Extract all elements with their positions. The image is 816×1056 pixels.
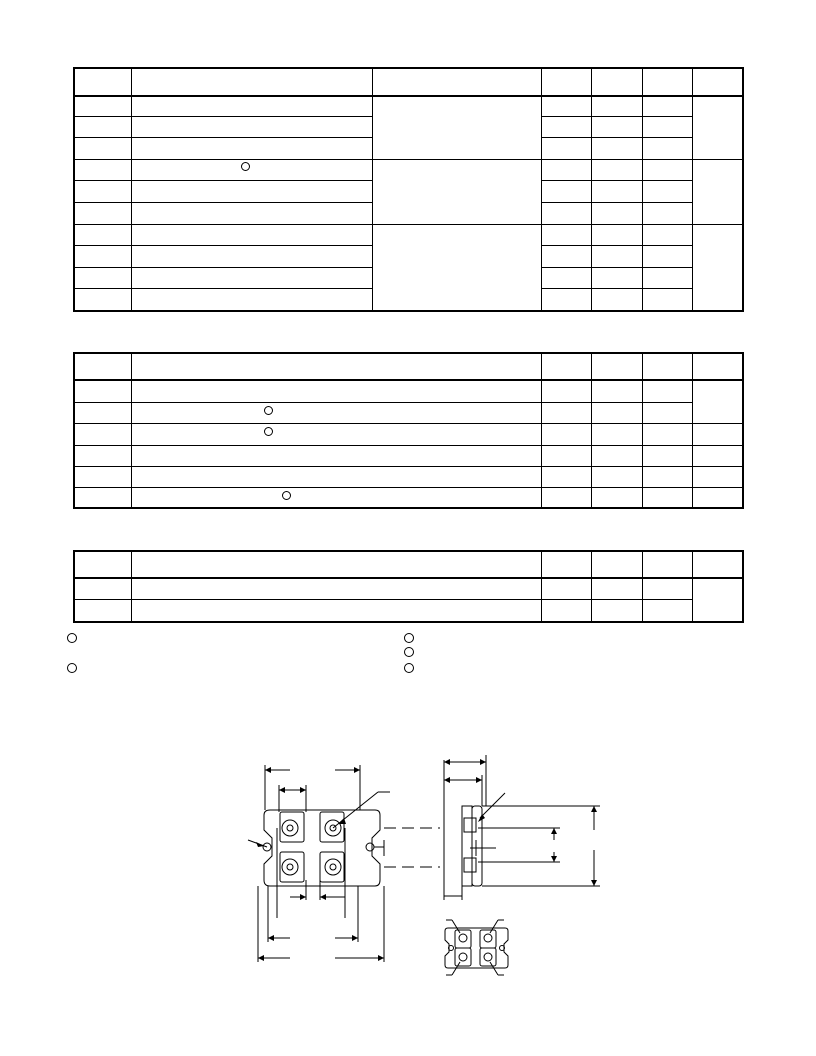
top-view — [248, 765, 440, 962]
side-view — [444, 755, 600, 900]
terminal-layout-view — [445, 920, 508, 975]
